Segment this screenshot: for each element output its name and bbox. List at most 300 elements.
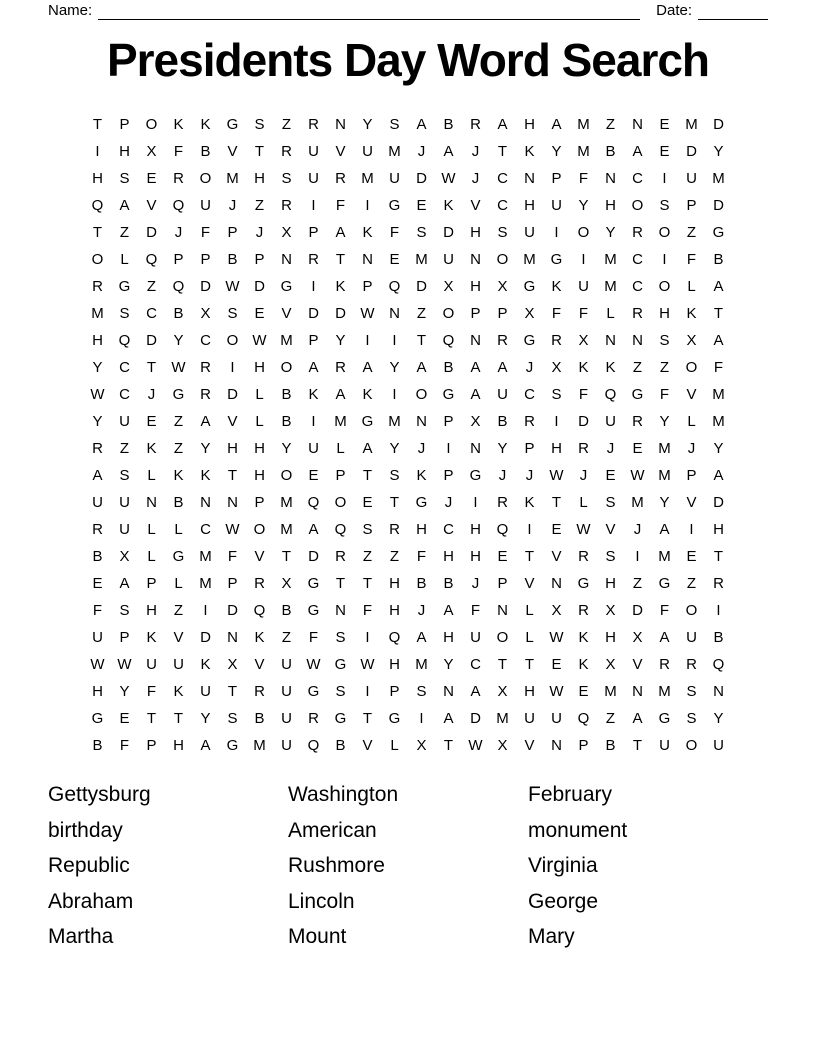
grid-letter: J	[471, 143, 480, 160]
grid-letter: M	[388, 413, 401, 430]
grid-letter: P	[470, 305, 481, 322]
grid-letter: V	[470, 197, 481, 214]
grid-letter: T	[281, 548, 292, 565]
grid-letter: E	[362, 494, 373, 511]
grid-letter: L	[147, 548, 156, 565]
grid-letter: S	[119, 467, 130, 484]
grid-letter: W	[90, 386, 105, 403]
grid-letter: C	[443, 521, 454, 538]
grid-letter: I	[473, 494, 478, 511]
grid-letter: J	[606, 440, 615, 457]
grid-letter: D	[227, 386, 238, 403]
grid-letter: D	[146, 332, 157, 349]
grid-letter: B	[416, 575, 427, 592]
grid-letter: U	[551, 710, 562, 727]
grid-letter: D	[713, 116, 724, 133]
grid-letter: S	[551, 386, 562, 403]
grid-letter: A	[416, 629, 427, 646]
grid-letter: M	[604, 278, 617, 295]
grid-letter: S	[497, 224, 508, 241]
grid-row	[84, 543, 732, 570]
grid-row	[84, 489, 732, 516]
grid-letter: I	[365, 332, 370, 349]
grid-letter: H	[389, 656, 400, 673]
grid-letter: F	[335, 197, 346, 214]
grid-letter: Y	[389, 359, 400, 376]
grid-letter: Y	[92, 413, 103, 430]
grid-letter: P	[227, 575, 238, 592]
grid-letter: A	[416, 116, 427, 133]
grid-letter: L	[174, 521, 183, 538]
grid-letter: W	[117, 656, 132, 673]
grid-letter: E	[92, 575, 103, 592]
grid-letter: V	[524, 737, 535, 754]
word-item: Rushmore	[288, 854, 385, 878]
grid-letter: V	[551, 548, 562, 565]
grid-letter: M	[226, 170, 239, 187]
grid-letter: E	[308, 467, 319, 484]
grid-letter: G	[334, 656, 347, 673]
grid-letter: V	[686, 494, 697, 511]
grid-letter: A	[308, 359, 319, 376]
grid-row	[84, 246, 732, 273]
grid-letter: G	[712, 224, 725, 241]
grid-letter: H	[92, 332, 103, 349]
grid-letter: U	[281, 656, 292, 673]
word-item: birthday	[48, 818, 123, 842]
grid-letter: T	[497, 656, 508, 673]
word-item: George	[528, 889, 599, 913]
grid-letter: B	[497, 413, 508, 430]
grid-letter: A	[362, 440, 373, 457]
grid-letter: T	[551, 494, 562, 511]
grid-letter: U	[281, 737, 292, 754]
grid-letter: O	[415, 386, 428, 403]
grid-letter: U	[119, 413, 130, 430]
grid-letter: R	[578, 548, 589, 565]
grid-letter: J	[417, 602, 426, 619]
grid-letter: N	[227, 629, 238, 646]
grid-letter: N	[443, 683, 454, 700]
grid-row	[84, 111, 732, 138]
grid-letter: B	[281, 602, 292, 619]
grid-letter: E	[605, 467, 616, 484]
grid-letter: I	[392, 386, 397, 403]
grid-letter: I	[554, 224, 559, 241]
grid-letter: M	[658, 440, 671, 457]
grid-letter: U	[497, 386, 508, 403]
grid-letter: Q	[334, 521, 347, 538]
grid-letter: D	[713, 494, 724, 511]
grid-letter: N	[497, 602, 508, 619]
grid-letter: H	[254, 170, 265, 187]
grid-row	[84, 219, 732, 246]
grid-letter: R	[281, 143, 292, 160]
grid-letter: A	[713, 467, 724, 484]
grid-letter: X	[551, 359, 562, 376]
grid-letter: V	[281, 305, 292, 322]
grid-letter: D	[713, 197, 724, 214]
grid-letter: V	[227, 143, 238, 160]
grid-letter: F	[146, 683, 157, 700]
grid-row	[84, 597, 732, 624]
grid-letter: K	[686, 305, 697, 322]
grid-letter: A	[443, 710, 454, 727]
grid-letter: A	[443, 143, 454, 160]
grid-letter: E	[578, 683, 589, 700]
grid-letter: W	[90, 656, 105, 673]
grid-letter: S	[362, 521, 373, 538]
grid-letter: M	[577, 143, 590, 160]
grid-letter: O	[685, 737, 698, 754]
grid-letter: T	[362, 467, 373, 484]
grid-letter: J	[417, 143, 426, 160]
grid-letter: Y	[173, 332, 184, 349]
grid-letter: W	[468, 737, 483, 754]
grid-letter: F	[119, 737, 130, 754]
grid-letter: K	[200, 467, 211, 484]
grid-letter: V	[335, 143, 346, 160]
grid-letter: U	[443, 251, 454, 268]
grid-letter: M	[658, 683, 671, 700]
grid-letter: T	[227, 467, 238, 484]
grid-letter: W	[360, 305, 375, 322]
date-blank-line	[698, 4, 768, 20]
grid-letter: Q	[307, 737, 320, 754]
grid-letter: G	[226, 737, 239, 754]
grid-letter: K	[551, 278, 562, 295]
word-item: Gettysburg	[48, 783, 151, 806]
grid-letter: J	[471, 575, 480, 592]
grid-letter: F	[578, 305, 589, 322]
grid-letter: U	[308, 143, 319, 160]
grid-letter: H	[389, 575, 400, 592]
word-list-column	[288, 777, 528, 955]
word-item: Mount	[288, 925, 347, 949]
grid-letter: R	[92, 440, 103, 457]
word-item: Abraham	[48, 889, 134, 913]
grid-letter: U	[389, 170, 400, 187]
grid-letter: K	[335, 278, 346, 295]
grid-letter: C	[632, 251, 643, 268]
grid-letter: Y	[389, 440, 400, 457]
grid-letter: S	[389, 116, 400, 133]
grid-letter: J	[417, 440, 426, 457]
grid-letter: X	[227, 656, 238, 673]
grid-letter: M	[496, 710, 509, 727]
grid-letter: W	[630, 467, 645, 484]
grid-letter: I	[311, 278, 316, 295]
grid-letter: Z	[605, 710, 616, 727]
grid-letter: F	[686, 251, 697, 268]
grid-letter: N	[524, 170, 535, 187]
word-item: Martha	[48, 925, 114, 949]
grid-letter: T	[524, 548, 535, 565]
grid-letter: Y	[497, 440, 508, 457]
word-list	[48, 777, 768, 955]
grid-letter: M	[658, 548, 671, 565]
grid-letter: L	[687, 413, 696, 430]
grid-letter: E	[119, 710, 130, 727]
grid-letter: P	[497, 575, 508, 592]
grid-letter: U	[281, 710, 292, 727]
grid-letter: L	[147, 467, 156, 484]
grid-letter: N	[146, 494, 157, 511]
grid-letter: U	[686, 629, 697, 646]
grid-letter: S	[605, 494, 616, 511]
grid-letter: P	[524, 440, 535, 457]
grid-letter: B	[605, 143, 616, 160]
grid-letter: S	[227, 305, 238, 322]
grid-letter: K	[254, 629, 265, 646]
grid-letter: P	[254, 494, 265, 511]
grid-letter: V	[173, 629, 184, 646]
grid-letter: M	[253, 737, 266, 754]
grid-letter: M	[199, 548, 212, 565]
grid-letter: M	[91, 305, 104, 322]
grid-letter: A	[713, 332, 724, 349]
grid-letter: T	[443, 737, 454, 754]
grid-letter: H	[470, 521, 481, 538]
grid-letter: K	[173, 116, 184, 133]
grid-letter: F	[470, 602, 481, 619]
grid-letter: N	[713, 683, 724, 700]
grid-letter: D	[308, 548, 319, 565]
word-search-grid	[84, 111, 732, 759]
grid-letter: A	[497, 359, 508, 376]
grid-letter: T	[632, 737, 643, 754]
grid-letter: C	[200, 521, 211, 538]
grid-letter: T	[92, 224, 103, 241]
grid-letter: V	[254, 656, 265, 673]
grid-letter: E	[389, 251, 400, 268]
grid-letter: R	[335, 359, 346, 376]
grid-letter: S	[119, 170, 130, 187]
grid-letter: D	[254, 278, 265, 295]
grid-letter: I	[662, 251, 667, 268]
grid-letter: A	[659, 521, 670, 538]
grid-letter: M	[577, 116, 590, 133]
grid-letter: V	[605, 521, 616, 538]
grid-letter: K	[605, 359, 616, 376]
grid-letter: H	[470, 278, 481, 295]
grid-letter: A	[335, 386, 346, 403]
grid-letter: H	[551, 440, 562, 457]
grid-letter: S	[254, 116, 265, 133]
grid-letter: T	[389, 494, 400, 511]
grid-letter: X	[605, 602, 616, 619]
grid-letter: N	[605, 170, 616, 187]
grid-letter: J	[471, 170, 480, 187]
grid-letter: U	[200, 197, 211, 214]
grid-letter: R	[497, 494, 508, 511]
grid-letter: P	[362, 278, 373, 295]
grid-letter: X	[497, 683, 508, 700]
grid-letter: P	[497, 305, 508, 322]
grid-row	[84, 192, 732, 219]
grid-letter: F	[92, 602, 103, 619]
grid-letter: H	[470, 224, 481, 241]
grid-letter: Z	[173, 413, 184, 430]
grid-letter: M	[523, 251, 536, 268]
grid-letter: R	[686, 656, 697, 673]
grid-letter: C	[200, 332, 211, 349]
grid-letter: W	[576, 521, 591, 538]
grid-letter: M	[415, 656, 428, 673]
grid-letter: R	[335, 548, 346, 565]
grid-letter: U	[578, 278, 589, 295]
grid-letter: W	[549, 683, 564, 700]
grid-letter: H	[254, 440, 265, 457]
grid-letter: R	[632, 413, 643, 430]
grid-letter: B	[713, 251, 724, 268]
grid-letter: X	[632, 629, 643, 646]
grid-letter: Y	[335, 332, 346, 349]
grid-letter: B	[173, 305, 184, 322]
word-item: Mary	[528, 925, 575, 949]
grid-letter: N	[281, 251, 292, 268]
grid-letter: R	[632, 305, 643, 322]
grid-letter: G	[307, 575, 320, 592]
grid-letter: I	[419, 710, 424, 727]
grid-letter: K	[146, 440, 157, 457]
grid-letter: P	[308, 224, 319, 241]
grid-letter: F	[227, 548, 238, 565]
grid-letter: S	[605, 548, 616, 565]
grid-letter: K	[173, 683, 184, 700]
grid-letter: Q	[388, 278, 401, 295]
grid-letter: P	[254, 251, 265, 268]
grid-letter: O	[685, 602, 698, 619]
grid-letter: Z	[119, 440, 130, 457]
grid-letter: A	[470, 386, 481, 403]
grid-letter: F	[713, 359, 724, 376]
grid-letter: A	[308, 521, 319, 538]
grid-letter: T	[497, 143, 508, 160]
grid-letter: V	[254, 548, 265, 565]
grid-letter: H	[524, 683, 535, 700]
grid-letter: H	[443, 629, 454, 646]
grid-letter: H	[605, 575, 616, 592]
grid-letter: Q	[712, 656, 725, 673]
grid-letter: P	[551, 170, 562, 187]
grid-letter: P	[227, 224, 238, 241]
grid-letter: U	[92, 629, 103, 646]
grid-letter: U	[146, 656, 157, 673]
grid-letter: N	[227, 494, 238, 511]
grid-letter: P	[443, 413, 454, 430]
grid-letter: I	[365, 197, 370, 214]
grid-letter: H	[92, 683, 103, 700]
grid-letter: S	[119, 602, 130, 619]
grid-letter: S	[659, 197, 670, 214]
grid-letter: L	[579, 494, 588, 511]
grid-letter: Y	[200, 440, 211, 457]
grid-letter: U	[524, 224, 535, 241]
word-list-column	[528, 777, 768, 955]
grid-letter: G	[469, 467, 482, 484]
grid-letter: R	[173, 170, 184, 187]
grid-letter: S	[335, 683, 346, 700]
grid-letter: Q	[307, 494, 320, 511]
grid-letter: A	[200, 413, 211, 430]
grid-letter: R	[200, 386, 211, 403]
grid-letter: C	[524, 386, 535, 403]
grid-letter: M	[415, 251, 428, 268]
grid-row	[84, 408, 732, 435]
grid-letter: K	[578, 656, 589, 673]
grid-letter: U	[119, 521, 130, 538]
grid-letter: Z	[281, 629, 292, 646]
grid-letter: A	[497, 116, 508, 133]
grid-letter: N	[470, 332, 481, 349]
grid-letter: L	[390, 737, 399, 754]
grid-letter: O	[577, 224, 590, 241]
grid-letter: Y	[578, 197, 589, 214]
grid-letter: I	[689, 521, 694, 538]
grid-letter: A	[119, 197, 130, 214]
grid-letter: A	[335, 224, 346, 241]
grid-letter: Y	[92, 359, 103, 376]
grid-letter: B	[200, 143, 211, 160]
grid-letter: C	[632, 170, 643, 187]
page-title: Presidents Day Word Search	[106, 34, 710, 86]
grid-letter: U	[119, 494, 130, 511]
grid-letter: N	[200, 494, 211, 511]
grid-letter: D	[416, 278, 427, 295]
grid-letter: E	[659, 143, 670, 160]
grid-letter: D	[578, 413, 589, 430]
grid-letter: A	[632, 143, 643, 160]
grid-letter: G	[442, 386, 455, 403]
grid-letter: I	[392, 332, 397, 349]
grid-letter: D	[200, 278, 211, 295]
grid-letter: A	[659, 629, 670, 646]
grid-letter: P	[119, 629, 130, 646]
grid-letter: C	[119, 386, 130, 403]
grid-letter: H	[524, 116, 535, 133]
grid-letter: B	[281, 386, 292, 403]
grid-letter: R	[470, 116, 481, 133]
grid-letter: R	[92, 278, 103, 295]
grid-letter: N	[470, 440, 481, 457]
grid-letter: D	[335, 305, 346, 322]
grid-letter: Q	[253, 602, 266, 619]
grid-letter: U	[605, 413, 616, 430]
grid-letter: S	[389, 467, 400, 484]
grid-letter: Y	[659, 494, 670, 511]
grid-letter: E	[686, 548, 697, 565]
grid-letter: J	[687, 440, 696, 457]
grid-letter: S	[416, 683, 427, 700]
grid-letter: R	[200, 359, 211, 376]
grid-letter: O	[334, 494, 347, 511]
word-item: February	[528, 783, 613, 806]
grid-letter: G	[577, 575, 590, 592]
grid-letter: G	[523, 278, 536, 295]
grid-letter: A	[470, 683, 481, 700]
grid-letter: R	[551, 332, 562, 349]
grid-letter: O	[496, 629, 509, 646]
grid-letter: G	[172, 386, 185, 403]
grid-letter: M	[334, 413, 347, 430]
grid-letter: J	[498, 467, 507, 484]
grid-letter: X	[524, 305, 535, 322]
grid-letter: E	[146, 413, 157, 430]
grid-letter: B	[605, 737, 616, 754]
grid-letter: A	[632, 710, 643, 727]
grid-letter: J	[228, 197, 237, 214]
